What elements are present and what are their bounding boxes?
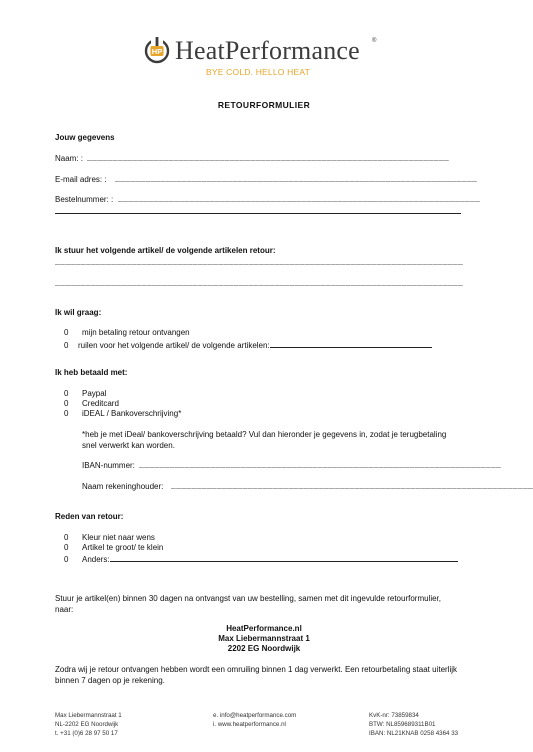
address-street: Max Liebermannstraat 1 [218, 634, 310, 643]
address-company: HeatPerformance.nl [226, 624, 302, 633]
page-title: RETOURFORMULIER [217, 100, 311, 110]
return-items-heading: Ik stuur het volgende artikel/ de volgende artikelen retour: [55, 246, 276, 255]
option-marker: 0 [64, 389, 69, 398]
footer-iban: IBAN: NL21KNAB 0258 4364 33 [369, 730, 459, 737]
personal-heading: Jouw gegevens [55, 133, 115, 142]
wish-option-2[interactable] [64, 339, 432, 350]
footer-contact [213, 711, 296, 729]
order-number-field[interactable]: _______________________________________________________________________ [118, 195, 481, 204]
name-field[interactable]: _______________________________________________________________________ [87, 154, 450, 163]
logo-tagline: BYE COLD. HELLO HEAT [206, 67, 310, 77]
paid-heading: Ik heb betaald met: [55, 368, 128, 377]
paid-option-paypal-label: Paypal [82, 389, 107, 398]
footer-city: NL-2202 EG Noordwijk [55, 721, 119, 728]
reason-option-color[interactable] [64, 533, 155, 542]
paid-option-ideal-label: iDEAL / Bankoverschrijving* [82, 409, 182, 418]
registered-mark: ® [372, 38, 377, 44]
account-holder-field[interactable]: _______________________________________________________________________ [171, 482, 533, 491]
power-icon [143, 36, 171, 64]
paid-option-creditcard-label: Creditcard [82, 399, 119, 408]
account-holder-label: Naam rekeninghouder: [82, 482, 164, 491]
return-items-line-1[interactable]: ________________________________________________________________________________ [55, 258, 464, 267]
order-number-label: Bestelnummer: : [55, 195, 114, 204]
reason-heading: Reden van retour: [55, 512, 124, 521]
exchange-article-field[interactable] [270, 339, 432, 348]
name-label: Naam: : [55, 154, 84, 163]
email-label: E-mail adres: : [55, 175, 107, 184]
footer-kvk: KvK-nr: 73859834 [369, 712, 419, 719]
paid-option-paypal[interactable] [64, 389, 106, 398]
paid-option-creditcard[interactable] [64, 399, 119, 408]
wish-option-2-label: ruilen voor het volgende artikel/ de volgende artikelen: [78, 341, 270, 350]
section-divider [55, 213, 461, 214]
reason-option-color-label: Kleur niet naar wens [82, 533, 155, 542]
footer-phone: t. +31 (0)6 28 97 50 17 [55, 730, 118, 737]
reason-option-other-label: Anders: [82, 555, 110, 564]
wish-option-1-label: mijn betaling retour ontvangen [82, 328, 190, 337]
reason-option-size[interactable] [64, 543, 163, 552]
closing-text: Zodra wij je retour ontvangen hebben wordt een omruiling binnen 1 dag verwerkt. Een retourbetaling staat uiterlijk binnen 7 dagen op je rekening. [55, 665, 458, 685]
option-marker: 0 [64, 409, 69, 418]
footer-website[interactable]: i. www.heatperformance.nl [213, 721, 286, 728]
other-reason-field[interactable] [110, 553, 458, 562]
footer-btw: BTW: NL859689311B01 [369, 721, 436, 728]
reason-option-other[interactable] [64, 553, 458, 564]
return-items-line-2[interactable]: ________________________________________________________________________________ [55, 279, 464, 288]
paid-option-ideal[interactable] [64, 409, 181, 418]
wish-heading: Ik wil graag: [55, 308, 102, 317]
option-marker: 0 [64, 543, 69, 552]
address-city: 2202 EG Noordwijk [227, 644, 301, 653]
return-instructions: Stuur je artikel(en) binnen 30 dagen na ontvangst van uw bestelling, samen met dit ingevulde retourformulier, naar: [55, 594, 442, 614]
reason-option-size-label: Artikel te groot/ te klein [82, 543, 164, 552]
option-marker: 0 [64, 341, 69, 350]
option-marker: 0 [64, 555, 69, 564]
option-marker: 0 [64, 533, 69, 542]
option-marker: 0 [64, 399, 69, 408]
footer-address [55, 711, 122, 738]
company-logo [143, 34, 393, 84]
footer-street: Max Liebermannstraat 1 [55, 712, 122, 719]
footer-email[interactable]: e. info@heatperformance.com [213, 712, 297, 719]
iban-field[interactable]: _______________________________________________________________________ [139, 461, 502, 470]
email-field[interactable]: _______________________________________________________________________ [115, 175, 478, 184]
option-marker: 0 [64, 328, 69, 337]
wish-option-1[interactable] [64, 328, 190, 337]
footer-registration [369, 711, 458, 738]
logo-mark-letters: HP [151, 47, 163, 56]
iban-label: IBAN-nummer: [82, 461, 135, 470]
logo-name: HeatPerformance [175, 36, 360, 65]
ideal-note: *heb je met iDeal/ bankoverschrijving betaald? Vul dan hieronder je gegevens in, zodat je terugbetaling snel verwerkt kan worden. [82, 430, 447, 450]
